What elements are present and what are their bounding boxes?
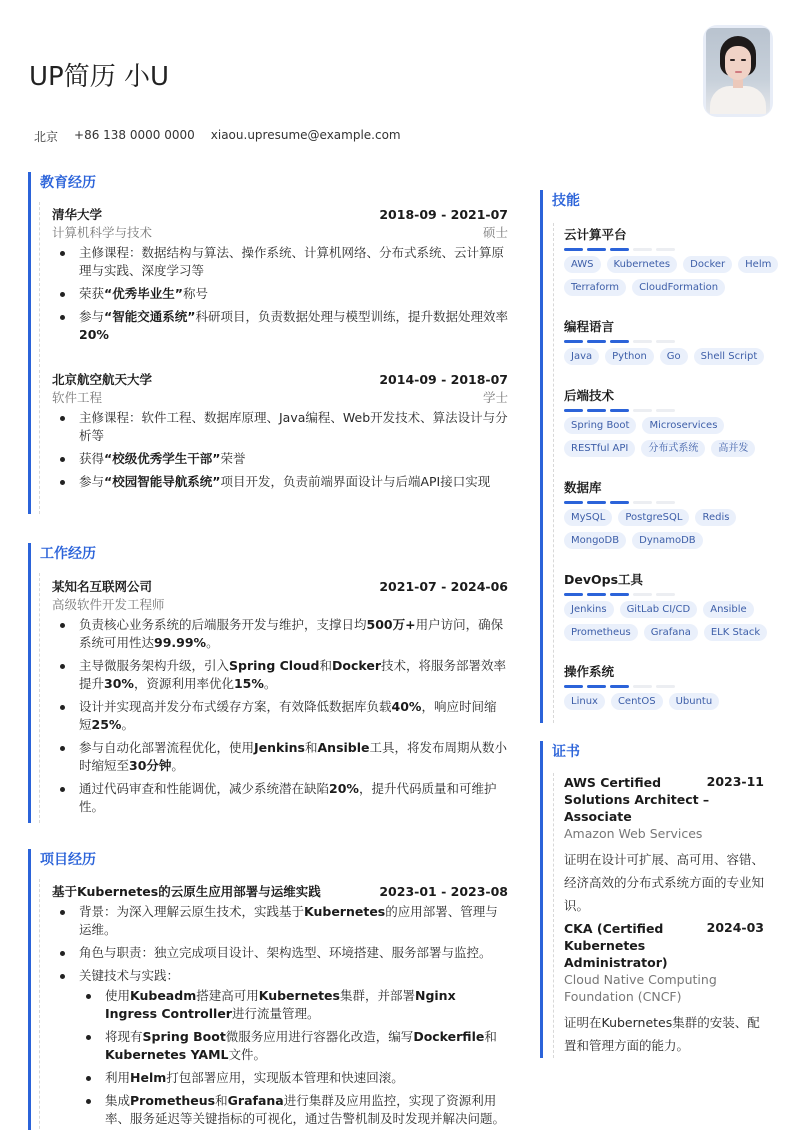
list-item: 主导微服务架构升级，引入Spring Cloud和Docker技术，将服务部署效率提升30%，资源利用率优化15%。 (52, 657, 508, 693)
date-range: 2018-09 - 2021-07 (379, 207, 508, 222)
list-item: 主修课程：数据结构与算法、操作系统、计算机网络、分布式系统、云计算原理与实践、深度学习等 (52, 244, 508, 280)
skill-tag: RESTful API (564, 440, 635, 457)
skill-tag: Shell Script (694, 348, 765, 365)
section-title: 教育经历 (40, 175, 96, 191)
school-name: 清华大学 (52, 207, 103, 222)
candidate-name: UP简历 小U (29, 62, 170, 92)
certificate-entry (564, 774, 764, 917)
list-item: 背景：为深入理解云原生技术，实践基于Kubernetes的应用部署、管理与运维。 (52, 903, 508, 939)
skill-tag: Ansible (703, 601, 753, 618)
phone: +86 138 0000 0000 (74, 128, 195, 142)
skill-tag: Redis (695, 509, 736, 526)
list-item: 通过代码审查和性能调优，减少系统潜在缺陷20%，提升代码质量和可维护性。 (52, 780, 508, 816)
certificate-date: 2023-11 (706, 774, 764, 789)
certificate-description: 证明在Kubernetes集群的安装、配置和管理方面的能力。 (564, 1015, 760, 1053)
list-item: 设计并实现高并发分布式缓存方案，有效降低数据库负载40%，响应时间缩短25%。 (52, 698, 508, 734)
avatar (703, 25, 773, 117)
skill-tag: GitLab CI/CD (620, 601, 698, 618)
skill-level-bar (564, 248, 784, 251)
list-item: 关键技术与实践： 使用Kubeadm搭建高可用Kubernetes集群，并部署Nginx Ingress Controller进行流量管理。 将现有Spring Boot微服务应用进行容器化改造，编写Dockerfile和Kubernetes YAML文件。 利用Helm打包部署应用，实现版本管理和快速回滚。 集成Prometheus和Grafana进行集群及应用监控，实现了资源利用率、服务延迟等关键指标的可视化，通过告警机制及时发现并解决问题。 (52, 967, 508, 1128)
list-item: 荣获“优秀毕业生”称号 (52, 285, 508, 303)
list-item: 负责核心业务系统的后端服务开发与维护，支撑日均500万+用户访问，确保系统可用性达99.99%。 (52, 616, 508, 652)
contact-info (34, 128, 401, 145)
skill-tag: AWS (564, 256, 601, 273)
project-entry (52, 882, 508, 1130)
certificate-name: AWS Certified Solutions Architect – Associate (564, 775, 710, 824)
list-item: 参与“智能交通系统”科研项目，负责数据处理与模型训练，提升数据处理效率20% (52, 308, 508, 344)
company-name: 某知名互联网公司 (52, 579, 153, 594)
school-name: 北京航空航天大学 (52, 372, 153, 387)
section-title: 证书 (552, 744, 580, 760)
email: xiaou.upresume@example.com (210, 128, 401, 142)
skill-level-bar (564, 593, 784, 596)
skills-section (540, 190, 775, 723)
skill-tag: Grafana (644, 624, 698, 641)
skill-tag: CentOS (611, 693, 663, 710)
work-entry (52, 577, 508, 821)
skill-tag: 高并发 (711, 440, 755, 457)
skill-tag: Terraform (564, 279, 626, 296)
sub-list-item: 利用Helm打包部署应用，实现版本管理和快速回滚。 (79, 1069, 508, 1087)
education-entry (52, 205, 508, 349)
skill-tag: Java (564, 348, 599, 365)
skill-tag: 分布式系统 (641, 440, 705, 457)
list-item: 参与自动化部署流程优化，使用Jenkins和Ansible工具，将发布周期从数小时缩短至30分钟。 (52, 739, 508, 775)
skill-tag: MongoDB (564, 532, 626, 549)
sub-list-item: 使用Kubeadm搭建高可用Kubernetes集群，并部署Nginx Ingress Controller进行流量管理。 (79, 987, 508, 1023)
projects-section (28, 849, 510, 1130)
skill-tag: Docker (683, 256, 732, 273)
certificate-entry (564, 920, 764, 1057)
skill-level-bar (564, 501, 784, 504)
certificate-name: CKA (Certified Kubernetes Administrator) (564, 921, 668, 970)
skill-tag: Python (605, 348, 654, 365)
city: 北京 (34, 130, 59, 144)
date-range: 2021-07 - 2024-06 (379, 579, 508, 594)
skill-tag: PostgreSQL (618, 509, 689, 526)
skill-level-bar (564, 409, 784, 412)
skill-tag: CloudFormation (632, 279, 725, 296)
skill-tag: Helm (738, 256, 778, 273)
skill-group: 编程语言 Java Python Go Shell Script (564, 317, 784, 365)
skill-tag: Ubuntu (669, 693, 720, 710)
resume-header (0, 0, 799, 160)
list-item: 参与“校园智能导航系统”项目开发，负责前端界面设计与后端API接口实现 (52, 473, 508, 491)
sub-list-item: 将现有Spring Boot微服务应用进行容器化改造，编写Dockerfile和Kubernetes YAML文件。 (79, 1028, 508, 1064)
skill-tag: Go (660, 348, 688, 365)
list-item: 获得“校级优秀学生干部”荣誉 (52, 450, 508, 468)
certificate-issuer: Cloud Native Computing Foundation (CNCF) (564, 972, 717, 1004)
job-title: 高级软件开发工程师 (52, 597, 165, 612)
date-range: 2023-01 - 2023-08 (379, 884, 508, 899)
section-title: 技能 (552, 193, 580, 209)
date-range: 2014-09 - 2018-07 (379, 372, 508, 387)
portrait-photo (706, 28, 770, 114)
certificate-description: 证明在设计可扩展、高可用、容错、经济高效的分布式系统方面的专业知识。 (564, 852, 765, 913)
education-entry (52, 370, 508, 496)
major: 计算机科学与技术 (52, 225, 153, 240)
skill-tag: Kubernetes (607, 256, 678, 273)
skill-tag: ELK Stack (704, 624, 767, 641)
certificate-issuer: Amazon Web Services (564, 826, 703, 841)
skill-tag: Microservices (642, 417, 724, 434)
skill-group: 云计算平台 AWS Kubernetes Docker Helm Terraform CloudFormation (564, 225, 784, 296)
degree: 硕士 (482, 225, 508, 240)
skill-group: 操作系统 Linux CentOS Ubuntu (564, 662, 784, 710)
list-item: 角色与职责：独立完成项目设计、架构选型、环境搭建、服务部署与监控。 (52, 944, 508, 962)
work-section (28, 543, 510, 823)
skill-group: 数据库 MySQL PostgreSQL Redis MongoDB DynamoDB (564, 478, 784, 549)
skill-level-bar (564, 340, 784, 343)
skill-group: 后端技术 Spring Boot Microservices RESTful API 分布式系统 高并发 (564, 386, 784, 457)
skill-tag: DynamoDB (632, 532, 703, 549)
skill-tag: Spring Boot (564, 417, 636, 434)
skill-tag: Prometheus (564, 624, 638, 641)
education-section (28, 172, 510, 514)
list-item: 主修课程：软件工程、数据库原理、Java编程、Web开发技术、算法设计与分析等 (52, 409, 508, 445)
skill-tag: Linux (564, 693, 605, 710)
skill-tag: MySQL (564, 509, 612, 526)
certificate-date: 2024-03 (706, 920, 764, 935)
degree: 学士 (482, 390, 508, 405)
skill-group: DevOps工具 Jenkins GitLab CI/CD Ansible Prometheus Grafana ELK Stack (564, 570, 784, 641)
skill-level-bar (564, 685, 784, 688)
section-title: 项目经历 (40, 852, 96, 868)
skill-tag: Jenkins (564, 601, 614, 618)
certificates-section (540, 741, 775, 1058)
sub-list-item: 集成Prometheus和Grafana进行集群及应用监控，实现了资源利用率、服务延迟等关键指标的可视化，通过告警机制及时发现并解决问题。 (79, 1092, 508, 1128)
section-title: 工作经历 (40, 546, 96, 562)
major: 软件工程 (52, 390, 103, 405)
project-name: 基于Kubernetes的云原生应用部署与运维实践 (52, 884, 321, 899)
